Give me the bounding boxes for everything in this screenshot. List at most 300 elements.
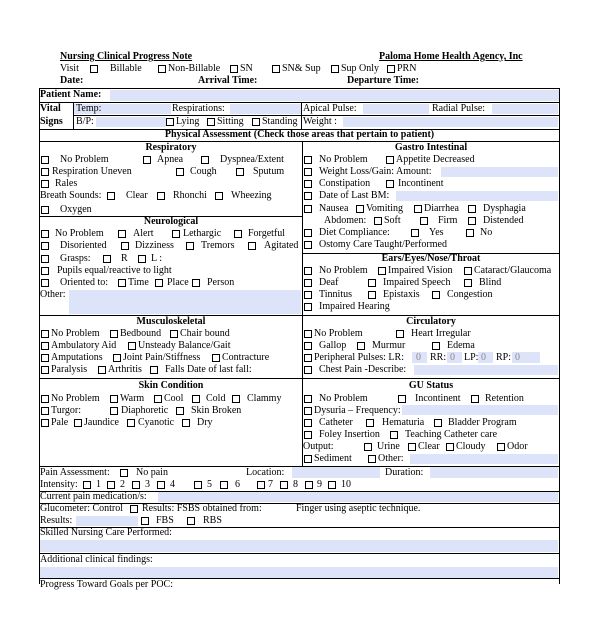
oriented-label: Oriented to: — [60, 277, 109, 288]
glucometer-label: Glucometer: Control — [40, 503, 124, 514]
constipation-checkbox[interactable] — [304, 180, 312, 188]
fsbs-label: Results: FSBS obtained from: — [142, 503, 262, 514]
blind-label: Blind — [479, 277, 502, 288]
cataract-checkbox[interactable] — [464, 267, 472, 275]
neuro-no-problem-checkbox[interactable] — [41, 230, 49, 238]
prn-checkbox[interactable] — [387, 65, 395, 73]
cataract-label: Cataract/Glaucoma — [474, 265, 552, 276]
congestion-checkbox[interactable] — [432, 291, 440, 299]
deaf-label: Deaf — [319, 277, 339, 288]
intensity-5-checkbox[interactable] — [194, 481, 202, 489]
sputum-label: Sputum — [253, 166, 285, 177]
pulses-label: Peripheral Pulses: LR: — [314, 352, 404, 363]
tinnitus-label: Tinnitus — [319, 289, 352, 300]
sediment-label: Sediment — [314, 453, 352, 464]
gallop-checkbox[interactable] — [304, 342, 312, 350]
lp-label: LP: — [464, 352, 479, 363]
balance-checkbox[interactable] — [128, 342, 136, 350]
departure-label: Departure Time: — [347, 75, 419, 86]
foley-label: Foley Insertion — [319, 429, 380, 440]
constipation-label: Constipation — [319, 178, 371, 189]
gu-no-problem-label: No Problem — [319, 393, 368, 404]
lethargic-label: Lethargic — [183, 228, 222, 239]
teaching-checkbox[interactable] — [390, 431, 398, 439]
rhonchi-checkbox[interactable] — [157, 192, 165, 200]
gu-incontinent-checkbox[interactable] — [398, 395, 406, 403]
skin-no-problem-checkbox[interactable] — [41, 395, 49, 403]
results-input[interactable] — [76, 516, 138, 526]
dizziness-label: Dizziness — [135, 240, 174, 251]
cold-checkbox[interactable] — [192, 395, 200, 403]
falls-label: Falls Date of last fall: — [165, 364, 252, 375]
intensity-10-label: 10 — [341, 479, 351, 490]
bp-label: B/P: — [76, 116, 94, 127]
oxygen-label: Oxygen — [60, 204, 92, 215]
grasps-l-checkbox[interactable] — [138, 255, 146, 263]
edema-checkbox[interactable] — [432, 342, 440, 350]
rr-value: 0 — [450, 352, 455, 363]
results-label: Results: — [40, 515, 73, 526]
gu-title: GU Status — [408, 380, 454, 391]
location-label: Location: — [246, 467, 285, 478]
intensity-9-checkbox[interactable] — [305, 481, 313, 489]
dyspnea-label: Dyspnea/Extent — [220, 154, 284, 165]
non-billable-label: Non-Billable — [168, 63, 221, 74]
epistaxis-label: Epistaxis — [383, 289, 420, 300]
hematuria-label: Hematuria — [382, 417, 425, 428]
duration-label: Duration: — [385, 467, 424, 478]
pale-checkbox[interactable] — [41, 419, 49, 427]
heart-label: Heart Irregular — [411, 328, 471, 339]
apical-input[interactable] — [363, 104, 429, 114]
weight-loss-label: Weight Loss/Gain: Amount: — [319, 166, 432, 177]
tremors-checkbox[interactable] — [186, 242, 194, 250]
circ-no-problem-label: No Problem — [314, 328, 363, 339]
turgor-label: Turgor: — [51, 405, 82, 416]
cough-checkbox[interactable] — [176, 168, 184, 176]
gu-incontinent-label: Incontinent — [415, 393, 461, 404]
additional-input[interactable] — [40, 567, 558, 578]
catheter-checkbox[interactable] — [304, 419, 312, 427]
firm-checkbox[interactable] — [420, 217, 428, 225]
weight-input[interactable] — [343, 117, 558, 127]
intensity-4-label: 4 — [170, 479, 175, 490]
contracture-label: Contracture — [222, 352, 270, 363]
intensity-7-checkbox[interactable] — [257, 481, 265, 489]
soft-checkbox[interactable] — [374, 217, 382, 225]
standing-label: Standing — [262, 116, 298, 127]
teaching-label: Teaching Catheter care — [405, 429, 498, 440]
arthritis-label: Arthritis — [108, 364, 142, 375]
breath-sounds-label: Breath Sounds: — [40, 190, 102, 201]
cough-label: Cough — [190, 166, 217, 177]
urine-checkbox[interactable] — [364, 443, 372, 451]
musc-no-problem-checkbox[interactable] — [41, 330, 49, 338]
diarrhea-label: Diarrhea — [424, 203, 459, 214]
temp-label: Temp: — [76, 103, 102, 114]
no-pain-checkbox[interactable] — [120, 469, 128, 477]
rbs-checkbox[interactable] — [187, 517, 195, 525]
patient-name-label: Patient Name: — [40, 89, 102, 100]
arrival-label: Arrival Time: — [198, 75, 258, 86]
appetite-label: Appetite Decreased — [396, 154, 475, 165]
sn-checkbox[interactable] — [230, 65, 238, 73]
lying-label: Lying — [176, 116, 200, 127]
falls-checkbox[interactable] — [150, 366, 158, 374]
wheezing-checkbox[interactable] — [215, 192, 223, 200]
intensity-7-label: 7 — [268, 479, 273, 490]
gi-incontinent-checkbox[interactable] — [386, 180, 394, 188]
diarrhea-checkbox[interactable] — [414, 205, 422, 213]
weight-loss-checkbox[interactable] — [304, 168, 312, 176]
grasps-l-label: L : — [151, 253, 163, 264]
neuro-no-problem-label: No Problem — [55, 228, 104, 239]
jaundice-checkbox[interactable] — [74, 419, 82, 427]
sediment-checkbox[interactable] — [304, 455, 312, 463]
oriented-place-label: Place — [167, 277, 189, 288]
signs-label: Signs — [40, 116, 63, 127]
intensity-6-label: 6 — [235, 479, 240, 490]
neuro-title: Neurological — [143, 216, 199, 227]
resp-uneven-label: Respiration Uneven — [52, 166, 132, 177]
foley-checkbox[interactable] — [304, 431, 312, 439]
intensity-label: Intensity: — [40, 479, 78, 490]
intensity-2-checkbox[interactable] — [107, 481, 115, 489]
intensity-9-label: 9 — [317, 479, 322, 490]
impaired-vision-checkbox[interactable] — [378, 267, 386, 275]
blind-checkbox[interactable] — [464, 279, 472, 287]
joint-checkbox[interactable] — [113, 354, 121, 362]
oriented-place-checkbox[interactable] — [155, 279, 163, 287]
duration-input[interactable] — [430, 467, 558, 478]
gi-incontinent-label: Incontinent — [398, 178, 444, 189]
last-bm-label: Date of Last BM: — [319, 190, 390, 201]
skin-broken-checkbox[interactable] — [176, 407, 184, 415]
resp-no-problem-label: No Problem — [60, 154, 109, 165]
urine-label: Urine — [377, 441, 400, 452]
visit-checkbox[interactable] — [90, 65, 98, 73]
murmur-checkbox[interactable] — [357, 342, 365, 350]
lying-checkbox[interactable] — [166, 118, 174, 126]
nausea-checkbox[interactable] — [304, 205, 312, 213]
dysuria-label: Dysuria – Frequency: — [314, 405, 401, 416]
dysuria-checkbox[interactable] — [304, 407, 312, 415]
intensity-1-checkbox[interactable] — [83, 481, 91, 489]
ambulatory-checkbox[interactable] — [41, 342, 49, 350]
cyanotic-label: Cyanotic — [138, 417, 175, 428]
rbs-label: RBS — [203, 515, 222, 526]
skilled-input[interactable] — [40, 540, 558, 552]
bedbound-checkbox[interactable] — [110, 330, 118, 338]
intensity-3-label: 3 — [145, 479, 150, 490]
gu-other-input[interactable] — [410, 454, 558, 464]
catheter-label: Catheter — [319, 417, 353, 428]
chairbound-label: Chair bound — [180, 328, 230, 339]
paralysis-checkbox[interactable] — [41, 366, 49, 374]
vomiting-label: Vomiting — [366, 203, 404, 214]
progress-goals-label: Progress Toward Goals per POC: — [40, 579, 173, 590]
intensity-5-label: 5 — [207, 479, 212, 490]
impaired-hearing-checkbox[interactable] — [304, 303, 312, 311]
dysuria-input[interactable] — [402, 405, 558, 415]
location-input[interactable] — [292, 467, 380, 478]
billable-label: Billable — [110, 63, 142, 74]
sup-only-checkbox[interactable] — [331, 65, 339, 73]
chairbound-checkbox[interactable] — [170, 330, 178, 338]
patient-name-input[interactable] — [110, 90, 559, 101]
ambulatory-label: Ambulatory Aid — [51, 340, 117, 351]
non-billable-checkbox[interactable] — [158, 65, 166, 73]
intensity-4-checkbox[interactable] — [157, 481, 165, 489]
gu-other-checkbox[interactable] — [368, 455, 376, 463]
impaired-vision-label: Impaired Vision — [388, 265, 453, 276]
diet-yes-checkbox[interactable] — [411, 229, 419, 237]
eent-title: Ears/Eyes/Nose/Throat — [381, 253, 481, 264]
joint-label: Joint Pain/Stiffness — [123, 352, 201, 363]
chest-label: Chest Pain -Describe: — [319, 364, 407, 375]
retention-label: Retention — [485, 393, 524, 404]
amputations-label: Amputations — [51, 352, 103, 363]
cool-checkbox[interactable] — [154, 395, 162, 403]
diaphoretic-checkbox[interactable] — [110, 407, 118, 415]
intensity-3-checkbox[interactable] — [132, 481, 140, 489]
pupils-checkbox[interactable] — [41, 267, 49, 275]
grasps-r-label: R — [121, 253, 128, 264]
weight-label: Weight : — [303, 116, 337, 127]
skin-broken-label: Skin Broken — [191, 405, 242, 416]
soft-label: Soft — [384, 215, 401, 226]
retention-checkbox[interactable] — [471, 395, 479, 403]
visit-label: Visit — [60, 63, 79, 74]
odor-checkbox[interactable] — [497, 443, 505, 451]
alert-label: Alert — [133, 228, 154, 239]
weight-loss-input[interactable] — [441, 167, 558, 177]
rp-label: RP: — [496, 352, 512, 363]
lp-value: 0 — [481, 352, 486, 363]
sitting-label: Sitting — [217, 116, 244, 127]
gallop-label: Gallop — [319, 340, 347, 351]
tinnitus-checkbox[interactable] — [304, 291, 312, 299]
jaundice-label: Jaundice — [84, 417, 119, 428]
dry-label: Dry — [197, 417, 213, 428]
amputations-checkbox[interactable] — [41, 354, 49, 362]
clear-checkbox[interactable] — [107, 192, 115, 200]
hematuria-checkbox[interactable] — [366, 419, 374, 427]
sputum-checkbox[interactable] — [236, 168, 244, 176]
neuro-other-label: Other: — [40, 289, 66, 300]
gi-no-problem-checkbox[interactable] — [304, 156, 312, 164]
sn-sup-label: SN& Sup — [282, 63, 321, 74]
skin-title: Skin Condition — [138, 380, 204, 391]
grasps-r-checkbox[interactable] — [103, 255, 111, 263]
gu-clear-checkbox[interactable] — [408, 443, 416, 451]
skilled-label: Skilled Nursing Care Performed: — [40, 527, 172, 538]
oriented-time-label: Time — [128, 277, 149, 288]
diet-checkbox[interactable] — [304, 229, 312, 237]
diet-no-label: No — [480, 227, 493, 238]
standing-checkbox[interactable] — [252, 118, 260, 126]
output-label: Output: — [303, 441, 334, 452]
lr-value: 0 — [416, 352, 421, 363]
rales-checkbox[interactable] — [41, 180, 49, 188]
grasps-checkbox[interactable] — [41, 255, 49, 263]
current-med-input[interactable] — [158, 492, 558, 502]
oriented-person-checkbox[interactable] — [192, 279, 200, 287]
glucometer-checkbox[interactable] — [130, 505, 138, 513]
respirations-input[interactable] — [230, 104, 301, 114]
ostomy-checkbox[interactable] — [304, 241, 312, 249]
agitated-checkbox[interactable] — [248, 242, 256, 250]
paralysis-label: Paralysis — [51, 364, 88, 375]
respiratory-title: Respiratory — [145, 142, 197, 153]
congestion-label: Congestion — [447, 289, 493, 300]
deaf-checkbox[interactable] — [304, 279, 312, 287]
respirations-label: Respirations: — [172, 103, 225, 114]
chest-input[interactable] — [414, 365, 558, 375]
cloudy-label: Cloudy — [456, 441, 486, 452]
date-label: Date: — [60, 75, 84, 86]
dry-checkbox[interactable] — [182, 419, 190, 427]
apical-label: Apical Pulse: — [303, 103, 357, 114]
gastro-title: Gastro Intestinal — [394, 142, 468, 153]
assessment-title: Physical Assessment (Check those areas that pertain to patient) — [164, 129, 435, 140]
apnea-label: Apnea — [157, 154, 184, 165]
agitated-label: Agitated — [264, 240, 299, 251]
disoriented-label: Disoriented — [60, 240, 107, 251]
dyspnea-checkbox[interactable] — [201, 156, 209, 164]
bedbound-label: Bedbound — [120, 328, 162, 339]
diet-yes-label: Yes — [429, 227, 444, 238]
murmur-label: Murmur — [372, 340, 406, 351]
rp-value: 0 — [515, 352, 520, 363]
sn-sup-checkbox[interactable] — [272, 65, 280, 73]
rales-label: Rales — [55, 178, 78, 189]
nausea-label: Nausea — [319, 203, 349, 214]
gu-no-problem-checkbox[interactable] — [304, 395, 312, 403]
oriented-time-checkbox[interactable] — [118, 279, 126, 287]
clear-label: Clear — [126, 190, 148, 201]
pale-label: Pale — [51, 417, 69, 428]
rhonchi-label: Rhonchi — [173, 190, 207, 201]
form-title: Nursing Clinical Progress Note — [60, 51, 193, 62]
wheezing-label: Wheezing — [231, 190, 272, 201]
cool-label: Cool — [164, 393, 184, 404]
pain-assessment-label: Pain Assessment: — [40, 467, 110, 478]
radial-label: Radial Pulse: — [432, 103, 486, 114]
disoriented-checkbox[interactable] — [41, 242, 49, 250]
no-pain-label: No pain — [136, 467, 168, 478]
oxygen-checkbox[interactable] — [41, 206, 49, 214]
rr-label: RR: — [430, 352, 447, 363]
gu-other-label: Other: — [378, 453, 404, 464]
last-bm-input[interactable] — [396, 191, 558, 201]
odor-label: Odor — [507, 441, 528, 452]
cyanotic-checkbox[interactable] — [127, 419, 135, 427]
neuro-other-input[interactable] — [69, 290, 301, 314]
musc-no-problem-label: No Problem — [51, 328, 100, 339]
prn-label: PRN — [397, 63, 417, 74]
fbs-label: FBS — [156, 515, 174, 526]
sn-label: SN — [240, 63, 253, 74]
apnea-checkbox[interactable] — [143, 156, 151, 164]
intensity-8-checkbox[interactable] — [280, 481, 288, 489]
dysphagia-checkbox[interactable] — [468, 205, 476, 213]
skin-no-problem-label: No Problem — [51, 393, 100, 404]
clammy-checkbox[interactable] — [232, 395, 240, 403]
edema-label: Edema — [447, 340, 475, 351]
oriented-checkbox[interactable] — [41, 279, 49, 287]
dizziness-checkbox[interactable] — [121, 242, 129, 250]
pulses-checkbox[interactable] — [304, 354, 312, 362]
agency-name: Paloma Home Health Agency, Inc — [379, 51, 523, 62]
balance-label: Unsteady Balance/Gait — [138, 340, 231, 351]
dysphagia-label: Dysphagia — [483, 203, 526, 214]
bladder-checkbox[interactable] — [434, 419, 442, 427]
intensity-6-checkbox[interactable] — [220, 481, 228, 489]
resp-no-problem-checkbox[interactable] — [41, 156, 49, 164]
forgetful-label: Forgetful — [248, 228, 286, 239]
bp-input[interactable] — [96, 117, 166, 127]
abdomen-label: Abdomen: — [324, 215, 367, 226]
sup-only-label: Sup Only — [341, 63, 380, 74]
current-med-label: Current pain medication/s: — [40, 491, 147, 502]
last-bm-checkbox[interactable] — [304, 192, 312, 200]
bladder-label: Bladder Program — [448, 417, 517, 428]
diet-no-checkbox[interactable] — [466, 229, 474, 237]
fbs-checkbox[interactable] — [141, 517, 149, 525]
forgetful-checkbox[interactable] — [234, 230, 242, 238]
eent-no-problem-checkbox[interactable] — [304, 267, 312, 275]
appetite-checkbox[interactable] — [386, 156, 394, 164]
lethargic-checkbox[interactable] — [172, 230, 180, 238]
distended-checkbox[interactable] — [468, 217, 476, 225]
intensity-2-label: 2 — [120, 479, 125, 490]
impaired-speech-label: Impaired Speech — [383, 277, 451, 288]
ostomy-label: Ostomy Care Taught/Performed — [319, 239, 447, 250]
additional-label: Additional clinical findings: — [40, 554, 153, 565]
vital-label: Vital — [40, 103, 61, 114]
warm-checkbox[interactable] — [110, 395, 118, 403]
impaired-hearing-label: Impaired Hearing — [319, 301, 390, 312]
clammy-label: Clammy — [247, 393, 282, 404]
intensity-1-label: 1 — [96, 479, 101, 490]
intensity-8-label: 8 — [293, 479, 298, 490]
finger-label: Finger using aseptic technique. — [296, 503, 421, 514]
chest-checkbox[interactable] — [304, 366, 312, 374]
intensity-10-checkbox[interactable] — [328, 481, 336, 489]
cloudy-checkbox[interactable] — [446, 443, 454, 451]
impaired-speech-checkbox[interactable] — [368, 279, 376, 287]
resp-uneven-checkbox[interactable] — [41, 168, 49, 176]
circ-no-problem-checkbox[interactable] — [304, 330, 312, 338]
turgor-checkbox[interactable] — [41, 407, 49, 415]
cold-label: Cold — [206, 393, 226, 404]
firm-label: Firm — [438, 215, 458, 226]
sitting-checkbox[interactable] — [207, 118, 215, 126]
tremors-label: Tremors — [201, 240, 235, 251]
contracture-checkbox[interactable] — [212, 354, 220, 362]
heart-checkbox[interactable] — [396, 330, 404, 338]
radial-input[interactable] — [492, 104, 558, 114]
diaphoretic-label: Diaphoretic — [121, 405, 169, 416]
vomiting-checkbox[interactable] — [356, 205, 364, 213]
epistaxis-checkbox[interactable] — [368, 291, 376, 299]
alert-checkbox[interactable] — [118, 230, 126, 238]
oriented-person-label: Person — [207, 277, 235, 288]
arthritis-checkbox[interactable] — [98, 366, 106, 374]
pupils-label: Pupils equal/reactive to light — [57, 265, 172, 276]
warm-label: Warm — [120, 393, 145, 404]
